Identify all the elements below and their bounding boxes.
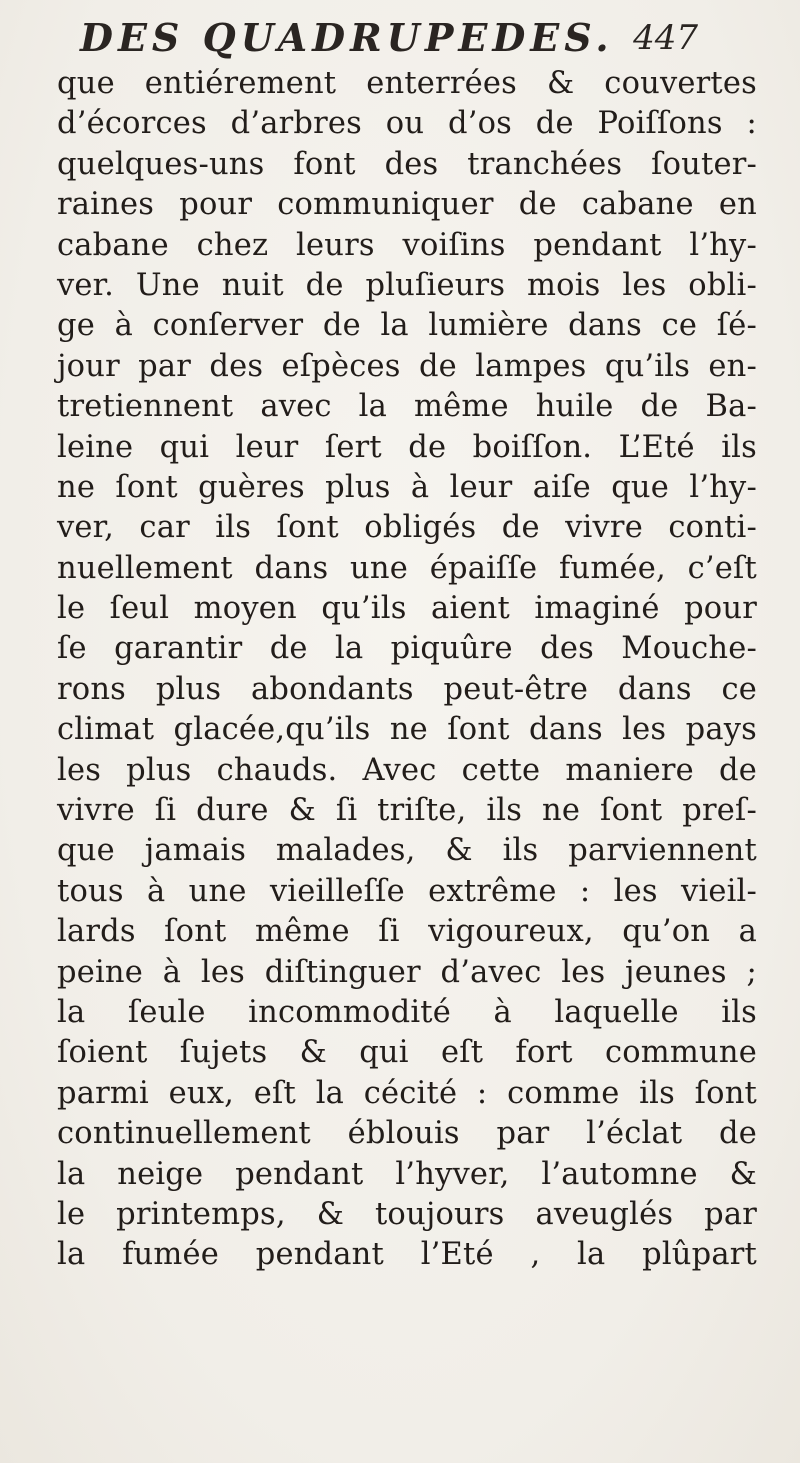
- body-text: [57, 64, 757, 1276]
- text-line: parmi eux, eſt la cécité : comme ils ſont: [57, 1075, 757, 1111]
- text-line: jour par des eſpèces de lampes qu’ils en-: [57, 348, 757, 384]
- text-line: ge à conſerver de la lumière dans ce ſé-: [57, 308, 757, 344]
- text-line: la neige pendant l’hyver, l’automne &: [57, 1156, 757, 1192]
- text-line: les plus chauds. Avec cette maniere de: [57, 752, 757, 788]
- text-line: ſoient ſujets & qui eſt fort commune: [57, 1035, 757, 1071]
- text-line: d’écorces d’arbres ou d’os de Poiſſons :: [57, 106, 757, 142]
- text-line: la ſeule incommodité à laquelle ils: [57, 994, 757, 1030]
- text-line: cabane chez leurs voiſins pendant l’hy-: [57, 227, 757, 263]
- text-line: leine qui leur ſert de boiſſon. L’Eté ils: [57, 429, 757, 465]
- text-line: ne ſont guères plus à leur aiſe que l’hy-: [57, 469, 757, 505]
- text-line: ſe garantir de la piquûre des Mouche-: [57, 631, 757, 667]
- text-line: le ſeul moyen qu’ils aient imaginé pour: [57, 591, 757, 627]
- text-line: peine à les diſtinguer d’avec les jeunes ;: [57, 954, 757, 990]
- text-line: tous à une vieilleſſe extrême : les vieil-: [57, 873, 757, 909]
- text-line: ver, car ils ſont obligés de vivre conti-: [57, 510, 757, 546]
- page-header: [80, 12, 720, 64]
- text-line: le printemps, & toujours aveuglés par: [57, 1196, 757, 1232]
- text-line: vivre ſi dure & ſi triſte, ils ne ſont preſ-: [57, 793, 757, 829]
- text-line: tretiennent avec la même huile de Ba-: [57, 389, 757, 425]
- text-line: nuellement dans une épaiſſe fumée, c’eſt: [57, 550, 757, 586]
- text-line: lards ſont même ſi vigoureux, qu’on a: [57, 914, 757, 950]
- text-line: continuellement éblouis par l’éclat de: [57, 1116, 757, 1152]
- text-line: raines pour communiquer de cabane en: [57, 187, 757, 223]
- text-line: que entiérement enterrées & couvertes: [57, 66, 757, 101]
- text-line: quelques-uns font des tranchées ſouter-: [57, 146, 757, 182]
- text-line: climat glacée,qu’ils ne ſont dans les pays: [57, 712, 757, 748]
- text-line: rons plus abondants peut-être dans ce: [57, 671, 757, 707]
- page-number: 447: [633, 18, 698, 58]
- text-line: la fumée pendant l’Eté , la plûpart: [57, 1237, 757, 1273]
- text-line: ver. Une nuit de pluſieurs mois les obli-: [57, 267, 757, 303]
- text-line: que jamais malades, & ils parviennent: [57, 833, 757, 869]
- running-head: DES QUADRUPEDES.: [80, 15, 614, 60]
